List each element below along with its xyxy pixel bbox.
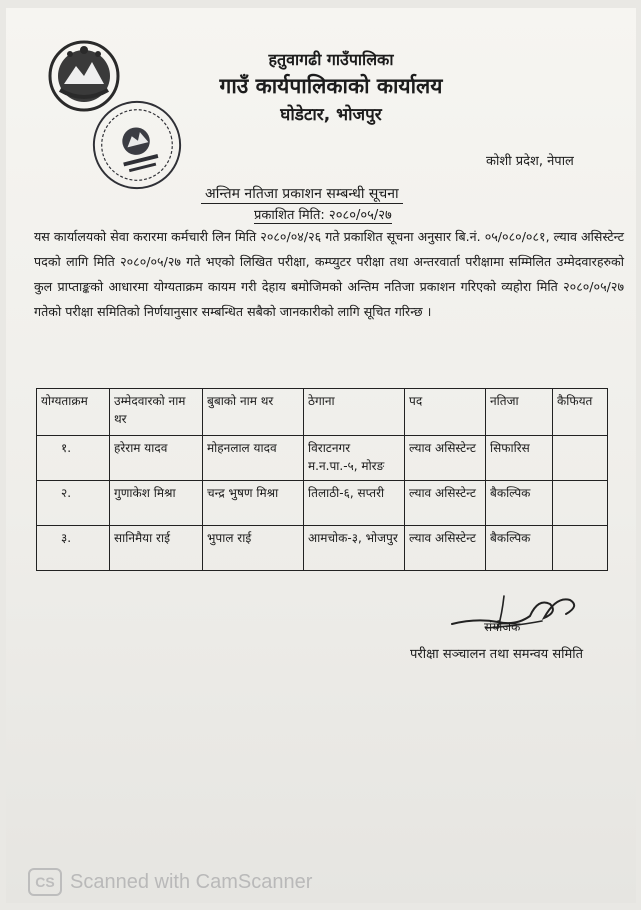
cell-post: ल्याव असिस्टेन्ट: [405, 481, 486, 526]
table-header-row: [37, 389, 608, 436]
cell-candidate-name: सानिमैया राई: [110, 526, 203, 571]
cell-address: आमचोक-३, भोजपुर: [304, 526, 405, 571]
committee-name: परीक्षा सञ्चालन तथा समन्वय समिति: [410, 647, 584, 662]
coordinator-title: संयोजक: [484, 620, 521, 634]
municipality-name: हतुवागढी गाउँपालिका: [268, 50, 394, 69]
office-name: गाउँ कार्यपालिकाको कार्यालय: [219, 74, 443, 98]
cell-rank: ३.: [37, 526, 110, 571]
notice-body: यस कार्यालयको सेवा करारमा कर्मचारी लिन मिति २०८०/०४/२६ गते प्रकाशित सूचना अनुसार बि.नं. ०५/०८०/०८१, ल्याव असिस्टेन्ट पदको लागि मिति २०८०/०५/२७ गते भएको लिखित परीक्षा, कम्प्युटर परीक्षा तथा अन्तरवार्ता परीक्षामा सम्मिलित उम्मेदवारहरुको कुल प्राप्ताङ्कको आधारमा योग्यताक्रम कायम गरी देहाय बमोजिमको अन्तिम नतिजा प्रकाशन गरिएको व्यहोरा मिति २०८०/०५/२७ गतेको परीक्षा समितिको निर्णयानुसार सम्बन्धित सबैको जानकारीको लागि सूचित गरिन्छ ।: [34, 229, 624, 319]
header-father-name: बुबाको नाम थर: [203, 389, 304, 436]
cell-father-name: भुपाल राई: [203, 526, 304, 571]
cell-remarks: [553, 526, 608, 571]
cell-candidate-name: हरेराम यादव: [110, 436, 203, 481]
cell-father-name: चन्द्र भुषण मिश्रा: [203, 481, 304, 526]
camscanner-watermark: [28, 868, 312, 896]
cell-result: बैकल्पिक: [486, 481, 553, 526]
header-result: नतिजा: [486, 389, 553, 436]
cell-address: विराटनगर म.न.पा.-५, मोरङ: [304, 436, 405, 481]
watermark-text: Scanned with CamScanner: [70, 870, 313, 893]
cell-remarks: [553, 481, 608, 526]
cell-result: सिफारिस: [486, 436, 553, 481]
header-post: पद: [405, 389, 486, 436]
cell-post: ल्याव असिस्टेन्ट: [405, 436, 486, 481]
cell-candidate-name: गुणाकेश मिश्रा: [110, 481, 203, 526]
header-rank: योग्यताक्रम: [37, 389, 110, 436]
cell-result: बैकल्पिक: [486, 526, 553, 571]
table-row: [37, 526, 608, 571]
cell-rank: १.: [37, 436, 110, 481]
header-candidate-name: उम्मेदवारको नाम थर: [110, 389, 203, 436]
cell-post: ल्याव असिस्टेन्ट: [405, 526, 486, 571]
camscanner-logo-icon: CS: [28, 868, 62, 896]
notice-title: अन्तिम नतिजा प्रकाशन सम्बन्धी सूचना: [201, 184, 403, 204]
header-remarks: कैफियत: [553, 389, 608, 436]
table-row: [37, 436, 608, 481]
table-row: [37, 481, 608, 526]
cell-remarks: [553, 436, 608, 481]
cell-father-name: मोहनलाल यादव: [203, 436, 304, 481]
published-date: प्रकाशित मिति: २०८०/०५/२७: [254, 205, 392, 224]
province-label: कोशी प्रदेश, नेपाल: [486, 154, 574, 169]
header-address: ठेगाना: [304, 389, 405, 436]
document-page: [6, 8, 636, 903]
cell-rank: २.: [37, 481, 110, 526]
cell-address: तिलाठी-६, सप्तरी: [304, 481, 405, 526]
results-table: [36, 388, 608, 571]
office-address: घोडेटार, भोजपुर: [280, 105, 382, 125]
